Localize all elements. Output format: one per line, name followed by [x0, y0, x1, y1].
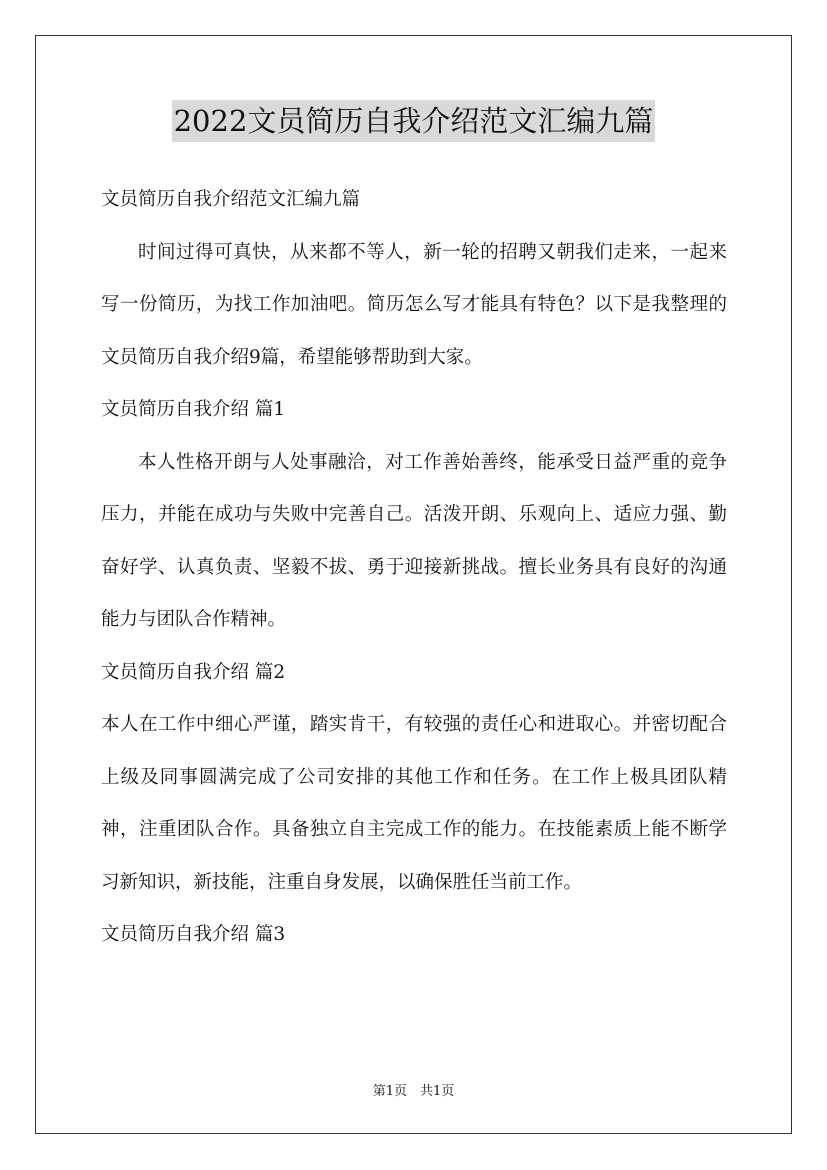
page-number: 第1页 共1页: [372, 1084, 455, 1099]
paragraph-subtitle: 文员简历自我介绍范文汇编九篇: [101, 189, 361, 210]
section-heading-2: 文员简历自我介绍 篇2: [101, 661, 286, 683]
document-body: [101, 174, 727, 962]
document-title-text: 2022文员简历自我介绍范文汇编九篇: [172, 100, 656, 142]
section-heading-1: 文员简历自我介绍 篇1: [101, 399, 286, 420]
paragraph-intro: 时间过得可真快，从来都不等人，新一轮的招聘又朝我们走来，一起来写一份简历，为找工作加油吧。简历怎么写才能具有特色？以下是我整理的文员简历自我介绍9篇，希望能够帮助到大家。: [101, 241, 727, 368]
paragraph-section-2: 本人在工作中细心严谨，踏实肯干，有较强的责任心和进取心。并密切配合上级及同事圆满完成了公司安排的其他工作和任务。在工作上极具团队精神，注重团队合作。具备独立自主完成工作的能力。在技能素质上能不断学习新知识，新技能，注重自身发展，以确保胜任当前工作。: [101, 714, 727, 893]
paragraph-section-1: 本人性格开朗与人处事融洽，对工作善始善终，能承受日益严重的竞争压力，并能在成功与失败中完善自己。活泼开朗、乐观向上、适应力强、勤奋好学、认真负责、坚毅不拔、勇于迎接新挑战。擅长业务具有良好的沟通能力与团队合作精神。: [101, 451, 727, 630]
section-heading-3: 文员简历自我介绍 篇3: [101, 924, 286, 945]
document-title: [0, 100, 827, 142]
